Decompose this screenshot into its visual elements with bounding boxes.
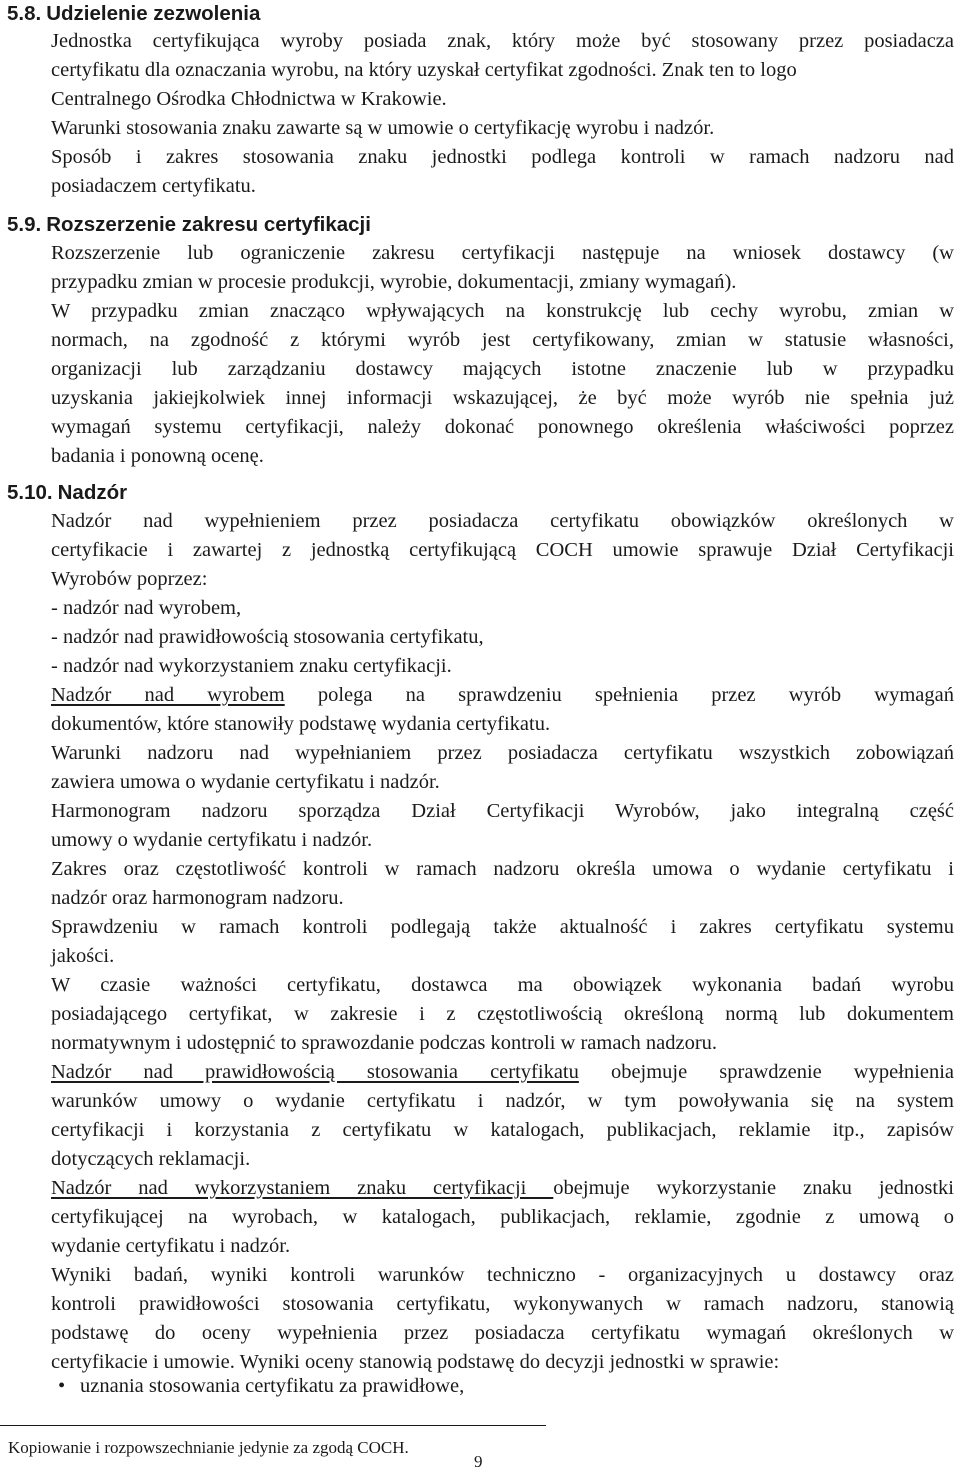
- text-line: Nadzór nad wypełnieniem przez posiadacza certyfikatu obowiązków określonych w: [51, 510, 954, 532]
- text-line: Sposób i zakres stosowania znaku jednostki podlega kontroli w ramach nadzoru nad: [51, 146, 954, 168]
- text-line: Wyniki badań, wyniki kontroli warunków techniczno - organizacyjnych u dostawcy oraz: [51, 1264, 954, 1286]
- text-line: organizacji lub zarządzaniu dostawcy mających istotne znaczenie lub w przypadku: [51, 358, 954, 380]
- underlined-term: Nadzór nad prawidłowością stosowania certyfikatu: [51, 1061, 579, 1083]
- text-line: Centralnego Ośrodka Chłodnictwa w Krakowie.: [51, 88, 447, 110]
- text-line: kontroli prawidłowości stosowania certyfikatu, wykonywanych w ramach nadzoru, stanowią: [51, 1293, 954, 1315]
- text-line: Warunki nadzoru nad wypełnianiem przez posiadacza certyfikatu wszystkich zobowiązań: [51, 742, 954, 764]
- text-line: certyfikującej na wyrobach, w katalogach, publikacjach, reklamie, zgodnie z umową o: [51, 1206, 954, 1228]
- text-line: Rozszerzenie lub ograniczenie zakresu certyfikacji następuje na wniosek dostawcy (w: [51, 242, 954, 264]
- text-line: certyfikatu dla oznaczania wyrobu, na który uzyskał certyfikat zgodności. Znak ten to logo: [51, 59, 797, 81]
- text-line: badania i ponowną ocenę.: [51, 445, 264, 467]
- text-line: Wyrobów poprzez:: [51, 568, 208, 590]
- text-line: Zakres oraz częstotliwość kontroli w ramach nadzoru określa umowa o wydanie certyfikatu i: [51, 858, 954, 880]
- section-title: Udzielenie zezwolenia: [46, 2, 261, 25]
- text-line: zawiera umowa o wydanie certyfikatu i nadzór.: [51, 771, 440, 793]
- list-dash-item: - nadzór nad wykorzystaniem znaku certyfikacji.: [51, 655, 452, 677]
- section-number: 5.10.: [7, 481, 53, 504]
- text-line: dokumentów, które stanowiły podstawę wydania certyfikatu.: [51, 713, 551, 735]
- bullet-item: [58, 1372, 464, 1401]
- bullet-icon: •: [58, 1375, 66, 1397]
- section-body-5-9: [51, 239, 954, 471]
- text-line: wymagań systemu certyfikacji, należy dokonać ponownego określenia właściwości poprzez: [51, 416, 954, 438]
- footer-divider: [0, 1425, 546, 1426]
- page-number: 9: [474, 1452, 483, 1471]
- section-heading-5-10: [7, 479, 127, 507]
- text-line: umowy o wydanie certyfikatu i nadzór.: [51, 829, 373, 851]
- section-title: Nadzór: [57, 481, 128, 504]
- footer-copyright-note: Kopiowanie i rozpowszechnianie jedynie za zgodą COCH.: [8, 1438, 409, 1457]
- text-line: posiadaczem certyfikatu.: [51, 175, 256, 197]
- text-line: Jednostka certyfikująca wyroby posiada znak, który może być stosowany przez posiadacza: [51, 30, 954, 52]
- text-run: obejmuje sprawdzenie wypełnienia: [578, 1061, 954, 1083]
- section-heading-5-8: [7, 0, 260, 28]
- text-line: nadzór oraz harmonogram nadzoru.: [51, 887, 344, 909]
- text-line: Sprawdzeniu w ramach kontroli podlegają także aktualność i zakres certyfikatu systemu: [51, 916, 954, 938]
- text-line: W czasie ważności certyfikatu, dostawca ma obowiązek wykonania badań wyrobu: [51, 974, 954, 996]
- section-body-5-10: [51, 507, 954, 1377]
- text-line: certyfikacji i korzystania z certyfikatu w katalogach, publikacjach, reklamie itp., zapisów: [51, 1119, 954, 1141]
- text-line: jakości.: [51, 945, 115, 967]
- text-line: przypadku zmian w procesie produkcji, wyrobie, dokumentacji, zmiany wymagań).: [51, 271, 737, 293]
- underlined-term: Nadzór nad wyrobem: [51, 684, 285, 706]
- underlined-term: Nadzór nad wykorzystaniem znaku certyfikacji: [51, 1177, 554, 1199]
- section-heading-5-9: [7, 211, 371, 239]
- text-line: wydanie certyfikatu i nadzór.: [51, 1235, 291, 1257]
- text-run: obejmuje wykorzystanie znaku jednostki: [553, 1177, 954, 1199]
- text-line: certyfikacie i zawartej z jednostką certyfikującą COCH umowie sprawuje Dział Certyfikacji: [51, 539, 954, 561]
- text-line: W przypadku zmian znacząco wpływających na konstrukcję lub cechy wyrobu, zmian w: [51, 300, 954, 322]
- text-line: [51, 1058, 954, 1087]
- text-line: dotyczących reklamacji.: [51, 1148, 251, 1170]
- list-dash-item: - nadzór nad wyrobem,: [51, 597, 242, 619]
- text-run: polega na sprawdzeniu spełnienia przez wyrób wymagań: [284, 684, 954, 706]
- section-title: Rozszerzenie zakresu certyfikacji: [46, 213, 371, 236]
- section-number: 5.8.: [7, 2, 42, 25]
- list-dash-item: - nadzór nad prawidłowością stosowania certyfikatu,: [51, 626, 484, 648]
- text-line: posiadającego certyfikat, w zakresie i z częstotliwością określoną normą lub dokumentem: [51, 1003, 954, 1025]
- text-line: podstawę do oceny wypełnienia przez posiadacza certyfikatu wymagań określonych w: [51, 1322, 954, 1344]
- section-number: 5.9.: [7, 213, 42, 236]
- text-line: certyfikacie i umowie. Wyniki oceny stanowią podstawę do decyzji jednostki w sprawie:: [51, 1351, 780, 1373]
- text-line: uzyskania jakiejkolwiek innej informacji wskazującej, że być może wyrób nie spełnia już: [51, 387, 954, 409]
- bullet-text: uznania stosowania certyfikatu za prawidłowe,: [80, 1375, 465, 1397]
- text-line: Harmonogram nadzoru sporządza Dział Certyfikacji Wyrobów, jako integralną część: [51, 800, 954, 822]
- text-line: warunków umowy o wydanie certyfikatu i nadzór, w tym powoływania się na system: [51, 1090, 954, 1112]
- text-line: Warunki stosowania znaku zawarte są w umowie o certyfikację wyrobu i nadzór.: [51, 117, 715, 139]
- text-line: normatywnym i udostępnić to sprawozdanie podczas kontroli w ramach nadzoru.: [51, 1032, 718, 1054]
- text-line: normach, na zgodność z którymi wyrób jest certyfikowany, zmian w statusie własności,: [51, 329, 954, 351]
- section-body-5-8: [51, 27, 954, 201]
- text-line: [51, 1174, 954, 1203]
- text-line: [51, 681, 954, 710]
